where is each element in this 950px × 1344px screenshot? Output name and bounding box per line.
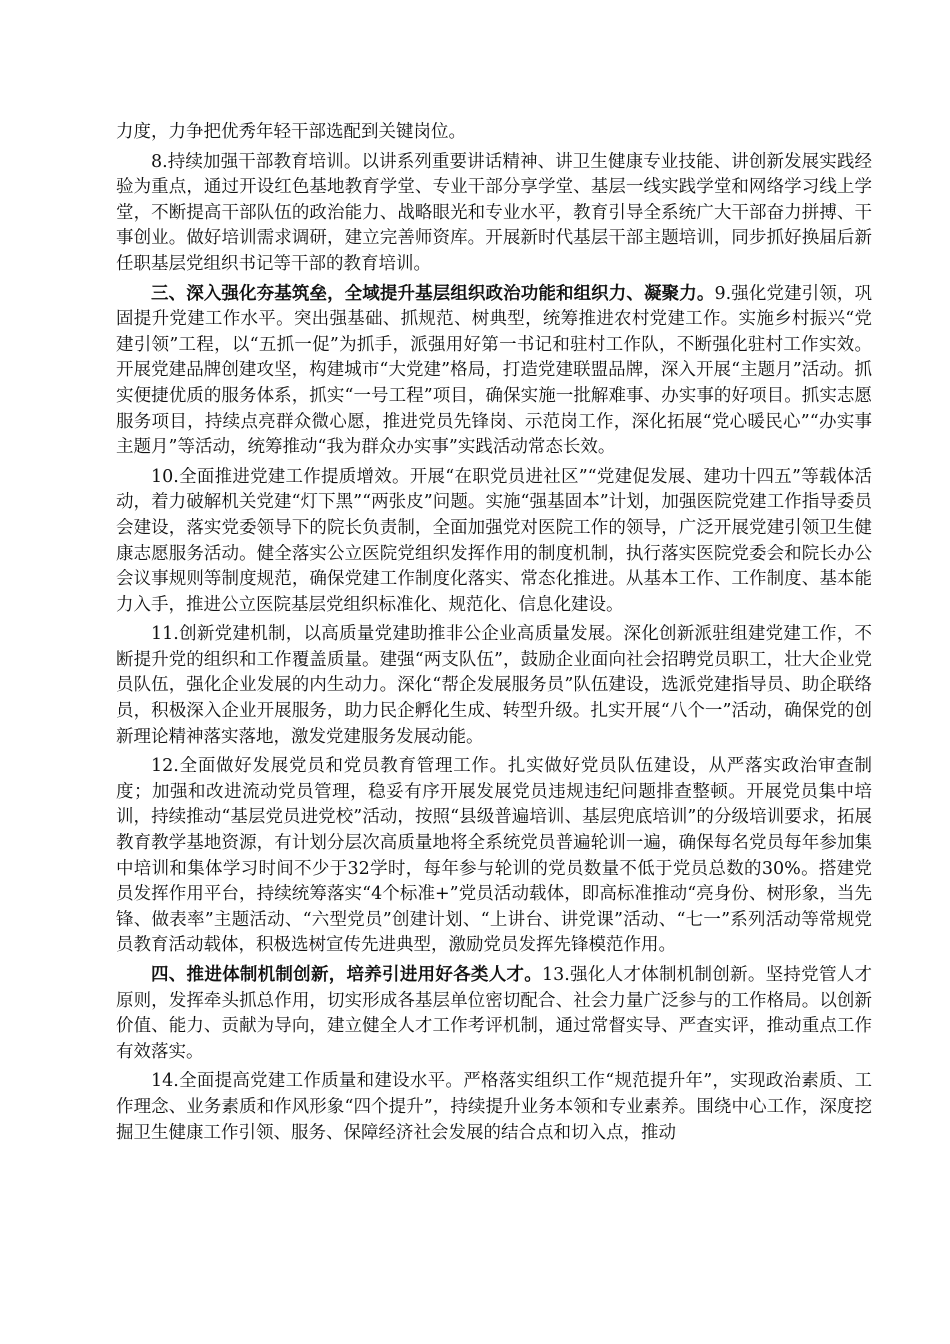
paragraph-text: 力度，力争把优秀年轻干部选配到关键岗位。 [116, 122, 466, 142]
paragraph-item-14 [116, 1069, 872, 1146]
paragraph-text: 11.创新党建机制，以高质量党建助推非公企业高质量发展。深化创新派驻组建党建工作，不断提升党的组织和工作覆盖质量。建强“两支队伍”，鼓励企业面向社会招聘党员职工，壮大企业党员队伍，强化企业发展的内生动力。深化“帮企发展服务员”队伍建设，选派党建指导员、助企联络员，积极深入企业开展服务，助力民企孵化生成、转型升级。扎实开展“八个一”活动，确保党的创新理论精神落实落地，激发党建服务发展动能。 [116, 624, 872, 747]
section-heading: 四、推进体制机制创新，培养引进用好各类人才。 [151, 965, 543, 985]
paragraph-text: 12.全面做好发展党员和党员教育管理工作。扎实做好党员队伍建设，从严落实政治审查制度；加强和改进流动党员管理，稳妥有序开展发展党员违规违纪问题排查整顿。开展党员集中培训，持续推动“基层党员进党校”活动，按照“县级普遍培训、基层兜底培训”的分级培训要求，拓展教育教学基地资源，有计划分层次高质量地将全系统党员普遍轮训一遍，确保每名党员每年参加集中培训和集体学习时间不少于32学时，每年参与轮训的党员数量不低于党员总数的30%。搭建党员发挥作用平台，持续统筹落实“4个标准+”党员活动载体，即高标准推动“亮身份、树形象，当先锋、做表率”主题活动、“六型党员”创建计划、“上讲台、讲党课”活动、“七一”系列活动等常规党员教育活动载体，积极选树宣传先进典型，激励党员发挥先锋模范作用。 [116, 756, 872, 956]
paragraph-item-12 [116, 754, 872, 959]
paragraph-text: 13.强化人才体制机制创新。坚持党管人才原则，发挥牵头抓总作用，切实形成各基层单位密切配合、社会力量广泛参与的工作格局。以创新价值、能力、贡献为导向，建立健全人才工作考评机制，通过常督实导、严查实评，推动重点工作有效落实。 [116, 965, 872, 1062]
paragraph-item-8 [116, 150, 872, 278]
paragraph-text: 8.持续加强干部教育培训。以讲系列重要讲话精神、讲卫生健康专业技能、讲创新发展实践经验为重点，通过开设红色基地教育学堂、专业干部分享学堂、基层一线实践学堂和网络学习线上学堂，不断提高干部队伍的政治能力、战略眼光和专业水平，教育引导全系统广大干部奋力拼搏、干事创业。做好培训需求调研，建立完善师资库。开展新时代基层干部主题培训，同步抓好换届后新任职基层党组织书记等干部的教育培训。 [116, 151, 872, 274]
paragraph-item-10 [116, 465, 872, 619]
paragraph-continuation [116, 120, 872, 146]
paragraph-text: 9.强化党建引领，巩固提升党建工作水平。突出强基础、抓规范、树典型，统筹推进农村党建工作。实施乡村振兴“党建引领”工程，以“五抓一促”为抓手，派强用好第一书记和驻村工作队，不断强化驻村工作实效。开展党建品牌创建攻坚，构建城市“大党建”格局，打造党建联盟品牌，深入开展“主题月”活动。抓实便捷优质的服务体系，抓实“一号工程”项目，确保实施一批解难事、办实事的好项目。抓实志愿服务项目，持续点亮群众微心愿，推进党员先锋岗、示范岗工作，深化拓展“党心暖民心”“办实事主题月”等活动，统筹推动“我为群众办实事”实践活动常态长效。 [116, 283, 872, 458]
section-heading: 三、深入强化夯基筑垒，全域提升基层组织政治功能和组织力、凝聚力。 [151, 283, 715, 304]
section-three-paragraph [116, 282, 872, 461]
paragraph-item-11 [116, 622, 872, 750]
paragraph-text: 14.全面提高党建工作质量和建设水平。严格落实组织工作“规范提升年”，实现政治素质、工作理念、业务素质和作风形象“四个提升”，持续提升业务本领和专业素养。围绕中心工作，深度挖掘卫生健康工作引领、服务、保障经济社会发展的结合点和切入点，推动 [116, 1071, 872, 1143]
paragraph-text: 10.全面推进党建工作提质增效。开展“在职党员进社区”“党建促发展、建功十四五”等载体活动，着力破解机关党建“灯下黑”“两张皮”问题。实施“强基固本”计划，加强医院党建工作指导委员会建设，落实党委领导下的院长负责制，全面加强党对医院工作的领导，广泛开展党建引领卫生健康志愿服务活动。健全落实公立医院党组织发挥作用的制度机制，执行落实医院党委会和院长办公会议事规则等制度规范，确保党建工作制度化落实、常态化推进。从基本工作、工作制度、基本能力入手，推进公立医院基层党组织标准化、规范化、信息化建设。 [116, 466, 872, 615]
section-four-paragraph [116, 963, 872, 1065]
